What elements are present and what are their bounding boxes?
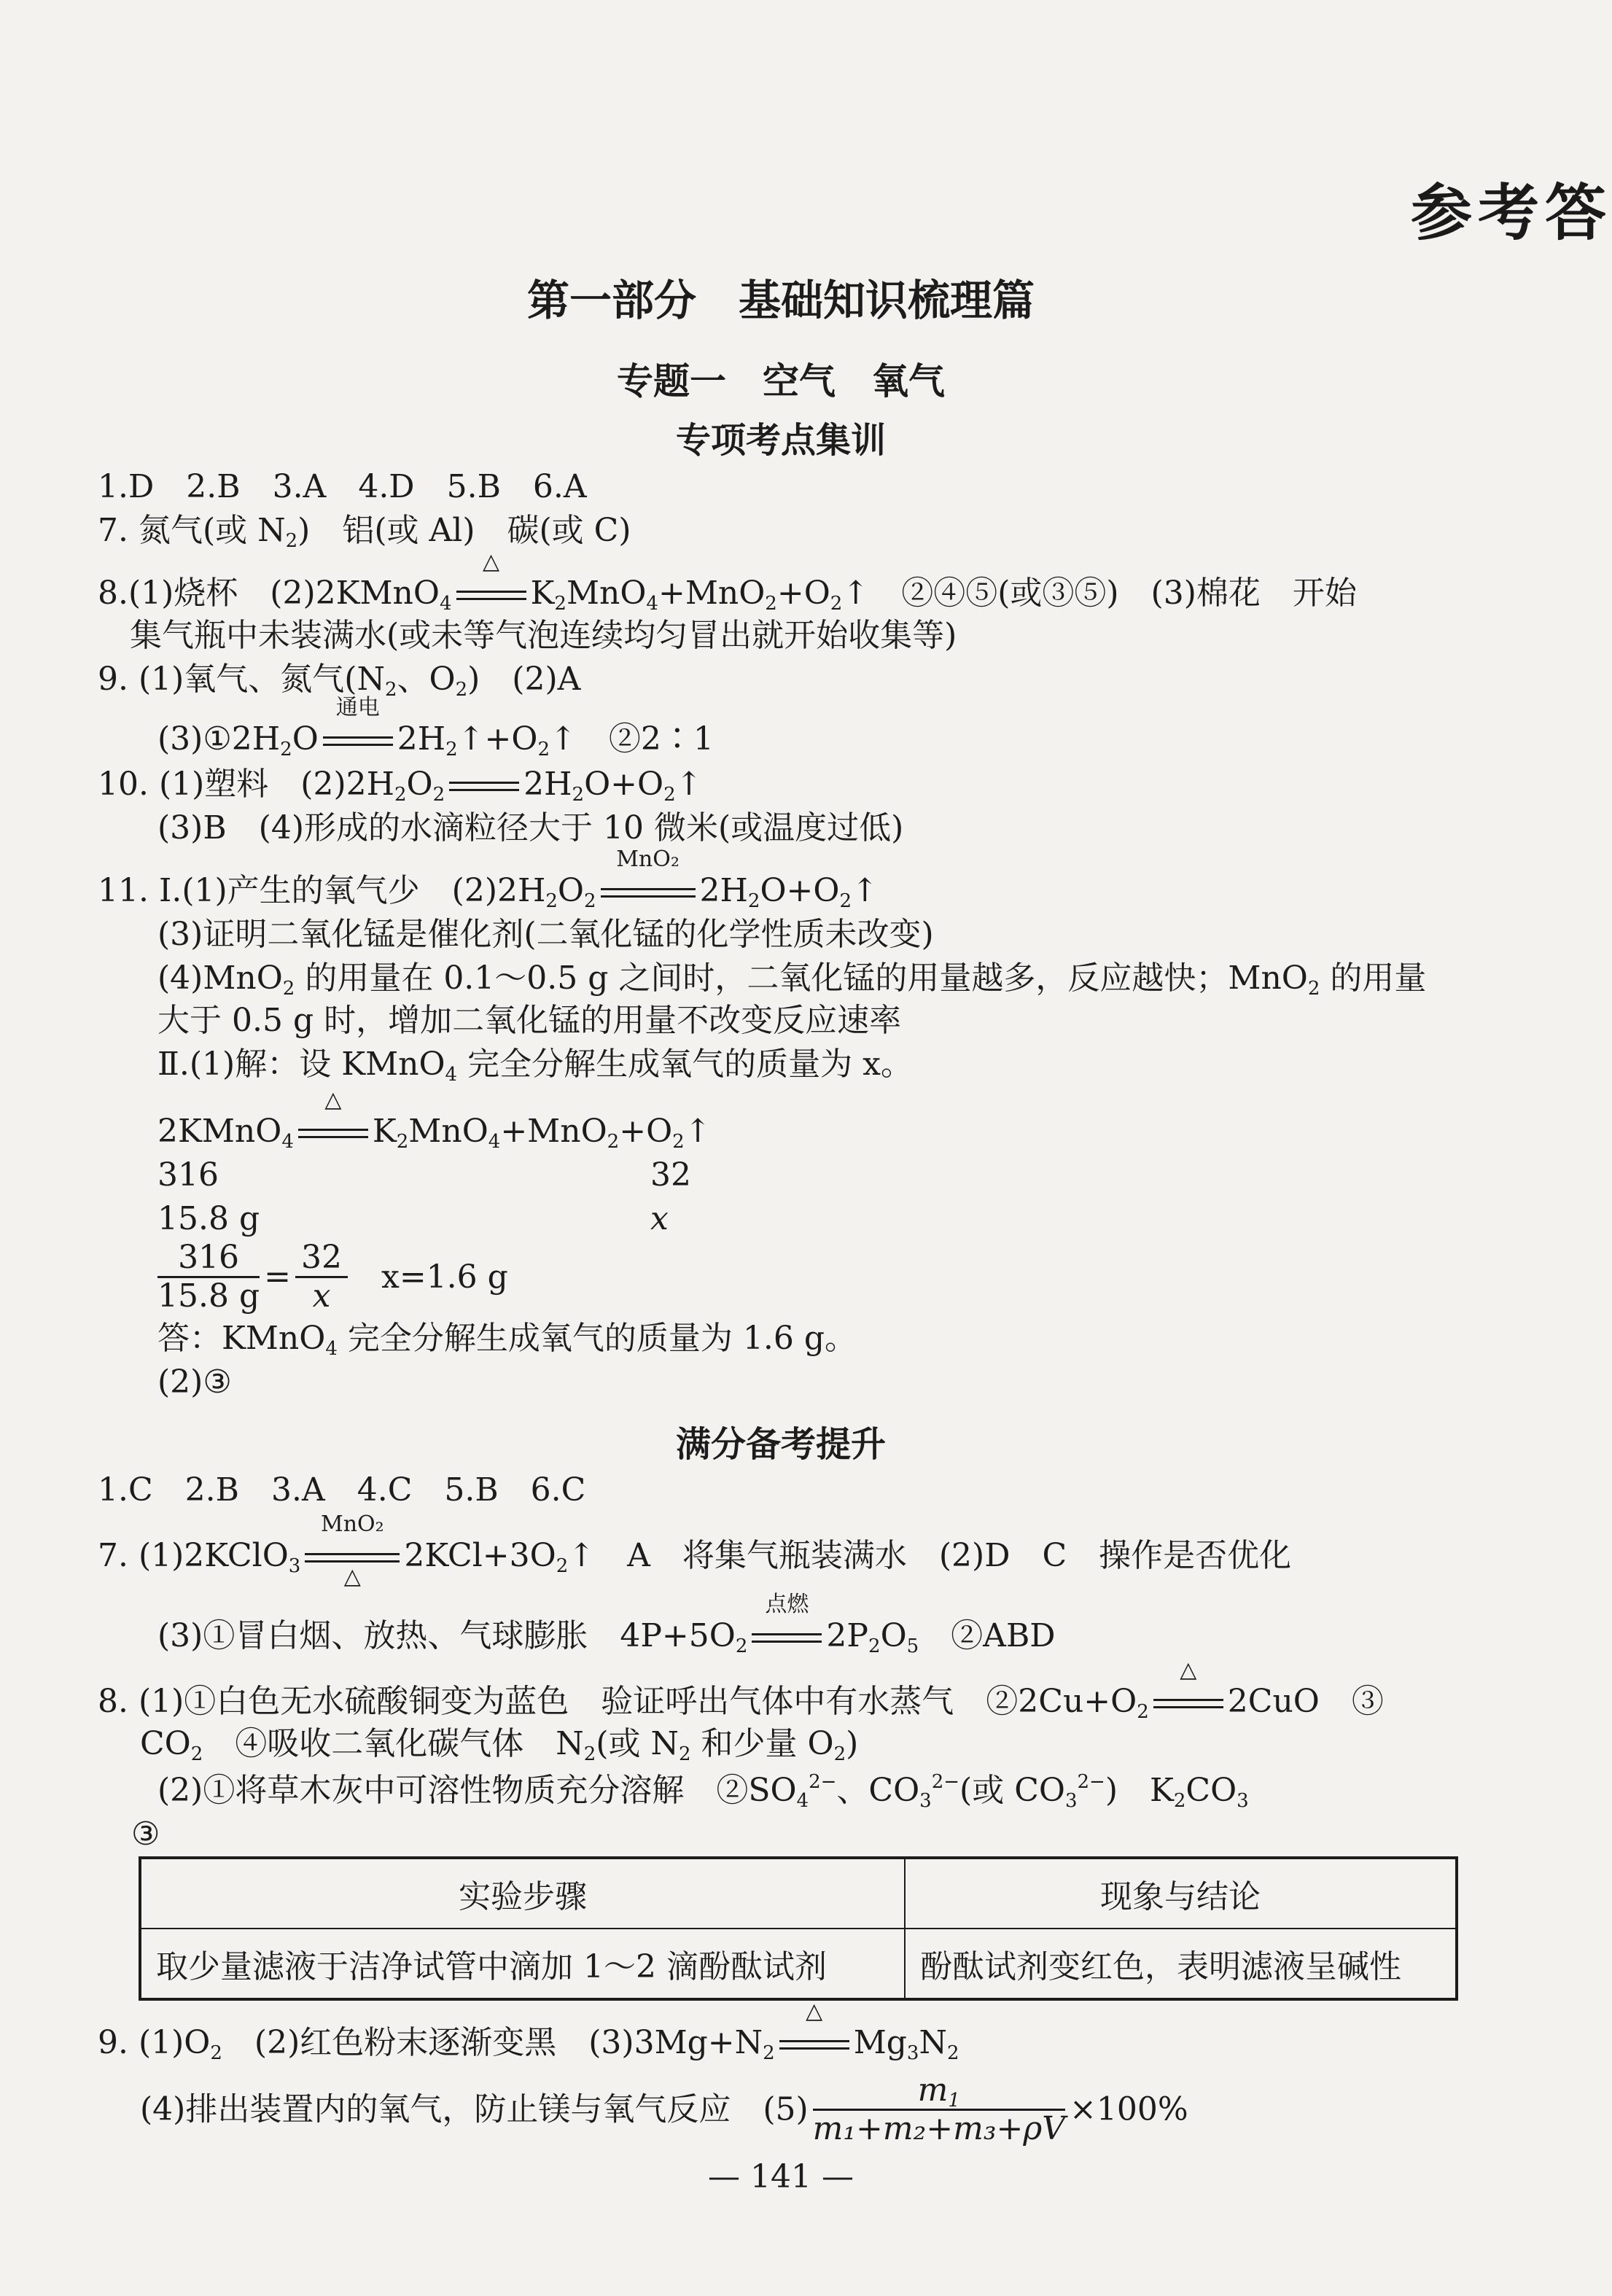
- topic-title: 专题一 空气 氧气: [617, 360, 945, 402]
- experiment-table: [139, 1856, 1458, 2001]
- calc-equation: 2KMnO$_4$ △ $K_2MnO_4+MnO_2+O_2↑$: [157, 1087, 712, 1153]
- answer2-line-8-2: (2)①将草木灰中可溶性物质充分溶解 $②SO_4^{2-}$、$CO_3^{2-}$(或 $CO_3^{2-}$) $K_2CO_3$: [157, 1771, 1249, 1812]
- reaction-condition-ignite: 点燃: [752, 1620, 822, 1649]
- reaction-condition-heat-2: △: [298, 1116, 368, 1145]
- table-header-steps: 实验步骤: [140, 1858, 905, 1929]
- answer-line-11-ii: Ⅱ.(1)解：设 KMnO$_4$ 完全分解生成氧气的质量为 x。: [157, 1046, 913, 1086]
- section-title-improvement: 满分备考提升: [675, 1424, 886, 1465]
- answer2-line-9-4: (4)排出装置内的氧气，防止镁与氧气反应 (5) $\frac{m_1}{\text{m₁+m₂+m₃+ρV}}$ ×100%: [140, 2071, 1188, 2147]
- answer-line-10: 10. (1)塑料 $(2)2H_2O_2$ $2H_2O+O_2↑$: [98, 766, 703, 806]
- calc-mass-unknown: x: [650, 1200, 669, 1237]
- answer-line-11: 11. Ⅰ.(1)产生的氧气少 $(2)2H_2O_2$ MnO₂ $2H_2O+O_2↑$: [98, 847, 879, 912]
- answer2-line-7: 7. (1)2KClO$_3$ MnO₂ △ $2KCl+3O_2↑$ A 将集气瓶装满水 (2)D C 操作是否优化: [98, 1511, 1292, 1589]
- answer2-line-8-3: ③: [131, 1816, 160, 1853]
- answer-line-8-cont: 集气瓶中未装满水(或未等气泡连续均匀冒出就开始收集等): [130, 617, 957, 654]
- answer-line-9-3: $(3)①2H_2O$ 通电 $2H_2↑+O_2↑$ ②2∶1: [157, 695, 714, 760]
- page-number: — 141 —: [708, 2158, 854, 2195]
- reaction-equals: [449, 768, 519, 798]
- calc-answer: 答：KMnO$_4$ 完全分解生成氧气的质量为 1.6 g。: [157, 1320, 857, 1360]
- table-row: [140, 1929, 1457, 1999]
- calc-proportion: $\frac{316}{15.8 g}$ = $\frac{32}{x}$ x=1.6 g: [157, 1239, 508, 1315]
- answer-line-8: 8.(1)烧杯 (2)2KMnO$_4$ △ $K_2MnO_4+MnO_2+O_2↑$ ②④⑤(或③⑤) (3)棉花 开始: [98, 549, 1357, 615]
- yield-fraction: $\frac{m_1}{\text{m₁+m₂+m₃+ρV}}$: [812, 2071, 1065, 2147]
- reaction-condition-catalyst: MnO₂: [601, 875, 696, 904]
- reaction-condition-electrolysis: 通电: [323, 723, 393, 752]
- table-cell-step: 取少量滤液于洁净试管中滴加 1～2 滴酚酞试剂: [140, 1929, 905, 1999]
- answer-line-1-6: 1.D 2.B 3.A 4.D 5.B 6.A: [98, 468, 587, 505]
- reaction-condition-catalyst-heat: MnO₂ △: [305, 1540, 400, 1569]
- answer-line-9: 9. (1)氧气、氮气($N_2$、$O_2$) (2)A: [98, 661, 581, 701]
- answer2-line-1-6: 1.C 2.B 3.A 4.C 5.B 6.C: [98, 1471, 586, 1509]
- answer-line-11-4: (4)MnO$_2$ 的用量在 0.1～0.5 g 之间时，二氧化锰的用量越多，反应越快；MnO$_2$ 的用量: [157, 960, 1427, 1000]
- table-header-result: 现象与结论: [905, 1858, 1457, 1929]
- fraction-right: $\frac{32}{x}$: [295, 1240, 348, 1315]
- answer-header-title: 参考答: [1411, 177, 1612, 249]
- answer-line-7: 7. 氮气(或 $N_2$) 铝(或 Al) 碳(或 C): [98, 512, 631, 552]
- answer2-line-8-cont: $CO_2$ ④吸收二氧化碳气体 $N_2$(或 $N_2$ 和少量 $O_2$): [140, 1725, 859, 1765]
- answer2-line-8: 8. (1)①白色无水硫酸铜变为蓝色 验证呼出气体中有水蒸气 $②2Cu+O_2$ △ 2CuO ③: [98, 1657, 1384, 1723]
- reaction-condition-heat-4: △: [779, 2027, 849, 2056]
- section-title-training: 专项考点集训: [675, 420, 886, 461]
- reaction-condition-heat: △: [456, 577, 526, 607]
- answer2-line-9: 9. $(1)O_2$ (2)红色粉末逐渐变黑 $(3)3Mg+N_2$ △ $Mg_3N_2$: [98, 1999, 959, 2064]
- fraction-left: $\frac{316}{15.8 g}$: [157, 1239, 260, 1315]
- answer-line-10-cont: (3)B (4)形成的水滴粒径大于 10 微米(或温度过低): [157, 809, 904, 847]
- calc-molar-316: 316: [157, 1156, 219, 1194]
- answer-line-11-ii-2: (2)③: [157, 1363, 232, 1401]
- calc-mass-given: 15.8 g: [157, 1200, 260, 1237]
- answer-line-11-3: (3)证明二氧化锰是催化剂(二氧化锰的化学性质未改变): [157, 916, 934, 953]
- answer2-line-7-3: (3)①冒白烟、放热、气球膨胀 $4P+5O_2$ 点燃 $2P_2O_5$ ②ABD: [157, 1592, 1056, 1657]
- part-title: 第一部分 基础知识梳理篇: [526, 276, 1035, 325]
- table-cell-result: 酚酞试剂变红色，表明滤液呈碱性: [905, 1929, 1457, 1999]
- answer-line-11-4-cont: 大于 0.5 g 时，增加二氧化锰的用量不改变反应速率: [157, 1002, 902, 1039]
- table-header-row: [140, 1858, 1457, 1929]
- reaction-condition-heat-3: △: [1153, 1686, 1223, 1715]
- calc-molar-32: 32: [650, 1156, 691, 1194]
